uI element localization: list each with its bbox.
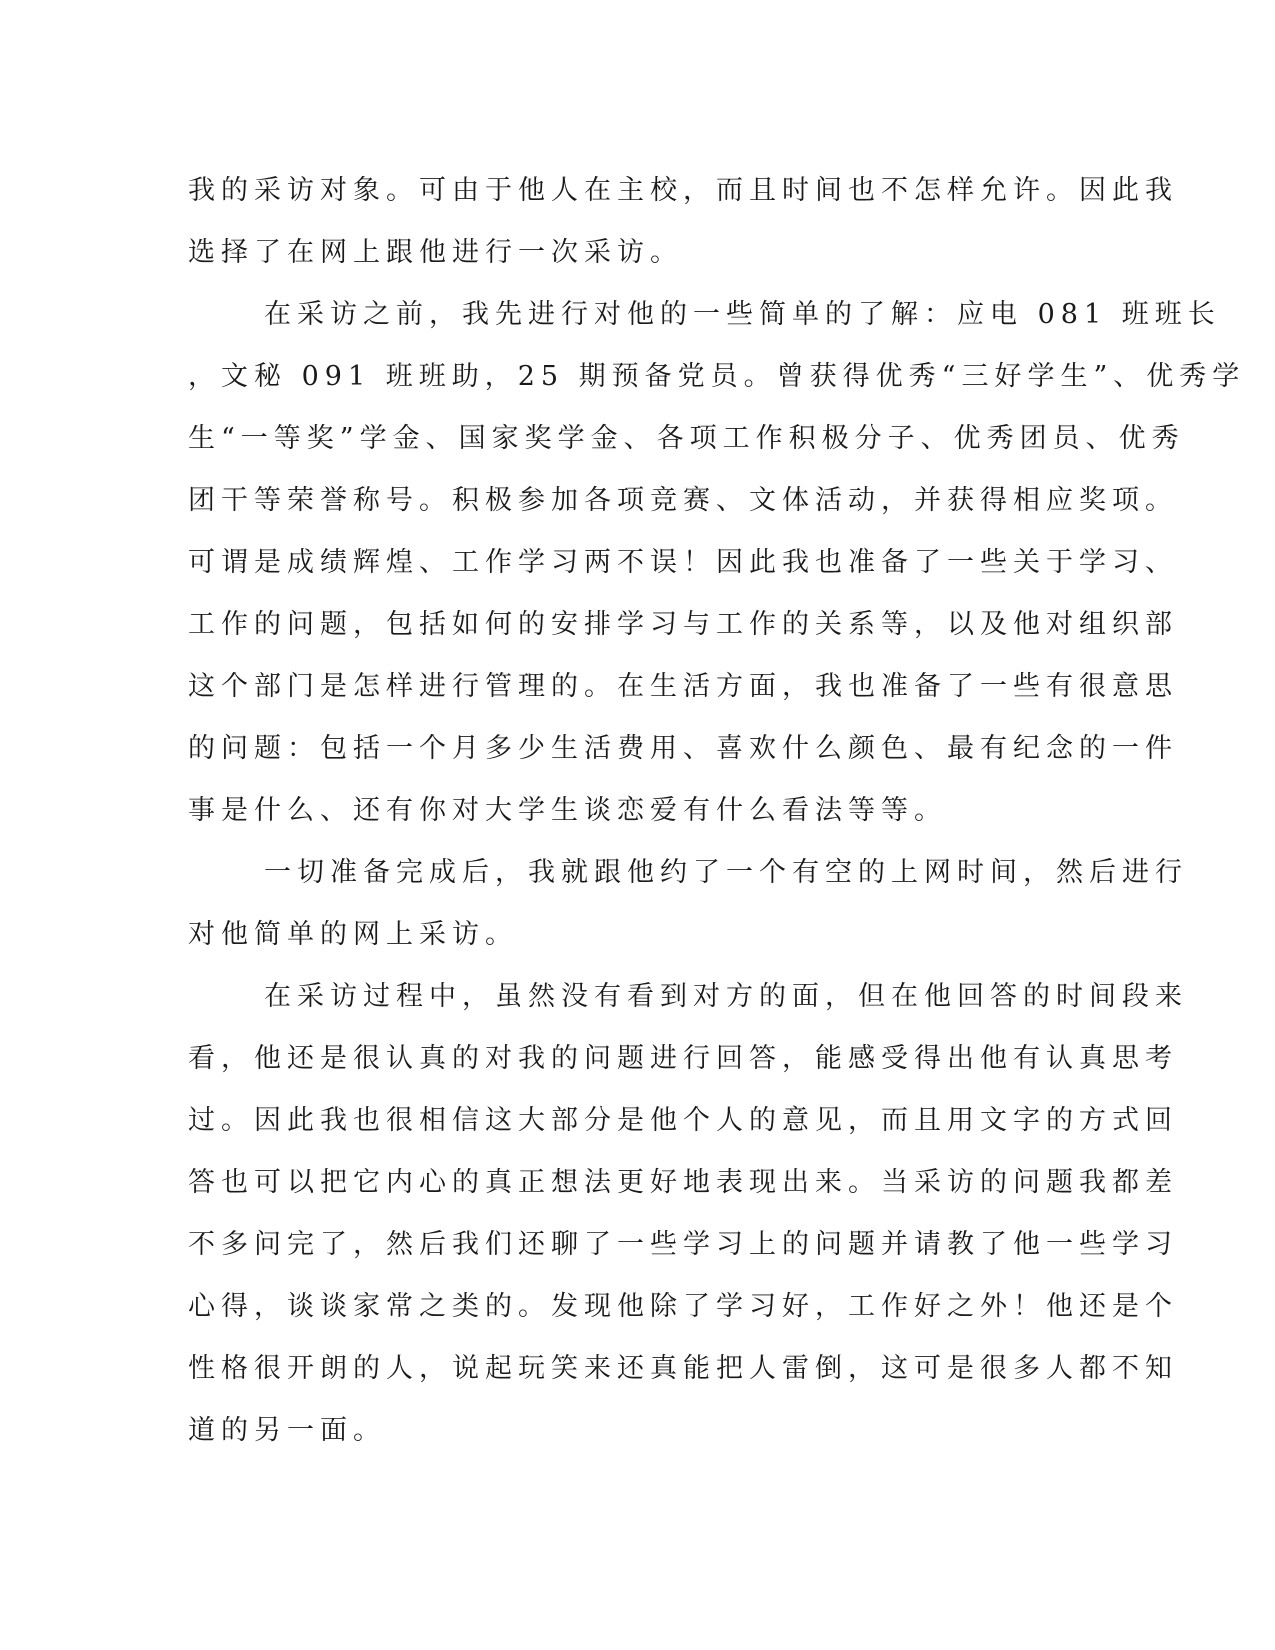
text-line: 我的采访对象。可由于他人在主校，而且时间也不怎样允许。因此我 (188, 175, 1178, 206)
text-line: 工作的问题，包括如何的安排学习与工作的关系等，以及他对组织部 (188, 609, 1178, 640)
text-line: ，文秘 091 班班助，25 期预备党员。曾获得优秀“三好学生”、优秀学 (188, 361, 1246, 392)
paragraph-start-line: 在采访之前，我先进行对他的一些简单的了解：应电 081 班班长 (264, 299, 1221, 330)
text-line: 生“一等奖”学金、国家奖学金、各项工作积极分子、优秀团员、优秀 (188, 423, 1185, 454)
text-line: 性格很开朗的人，说起玩笑来还真能把人雷倒，这可是很多人都不知 (188, 1353, 1178, 1384)
paragraph-start-line: 一切准备完成后，我就跟他约了一个有空的上网时间，然后进行 (264, 857, 1188, 888)
text-line: 道的另一面。 (188, 1415, 386, 1446)
text-line: 不多问完了，然后我们还聊了一些学习上的问题并请教了他一些学习 (188, 1229, 1178, 1260)
text-line: 看，他还是很认真的对我的问题进行回答，能感受得出他有认真思考 (188, 1043, 1178, 1074)
text-line: 的问题：包括一个月多少生活费用、喜欢什么颜色、最有纪念的一件 (188, 733, 1178, 764)
text-line: 这个部门是怎样进行管理的。在生活方面，我也准备了一些有很意思 (188, 671, 1178, 702)
text-line: 事是什么、还有你对大学生谈恋爱有什么看法等等。 (188, 795, 947, 826)
text-line: 对他简单的网上采访。 (188, 919, 518, 950)
paragraph-start-line: 在采访过程中，虽然没有看到对方的面，但在他回答的时间段来 (264, 981, 1188, 1012)
text-line: 答也可以把它内心的真正想法更好地表现出来。当采访的问题我都差 (188, 1167, 1178, 1198)
text-line: 过。因此我也很相信这大部分是他个人的意见，而且用文字的方式回 (188, 1105, 1178, 1136)
body-text (188, 160, 1246, 1462)
text-line: 可谓是成绩辉煌、工作学习两不误！因此我也准备了一些关于学习、 (188, 547, 1178, 578)
text-line: 心得，谈谈家常之类的。发现他除了学习好，工作好之外！他还是个 (188, 1291, 1178, 1322)
text-line: 团干等荣誉称号。积极参加各项竞赛、文体活动，并获得相应奖项。 (188, 485, 1178, 516)
text-line: 选择了在网上跟他进行一次采访。 (188, 237, 683, 268)
